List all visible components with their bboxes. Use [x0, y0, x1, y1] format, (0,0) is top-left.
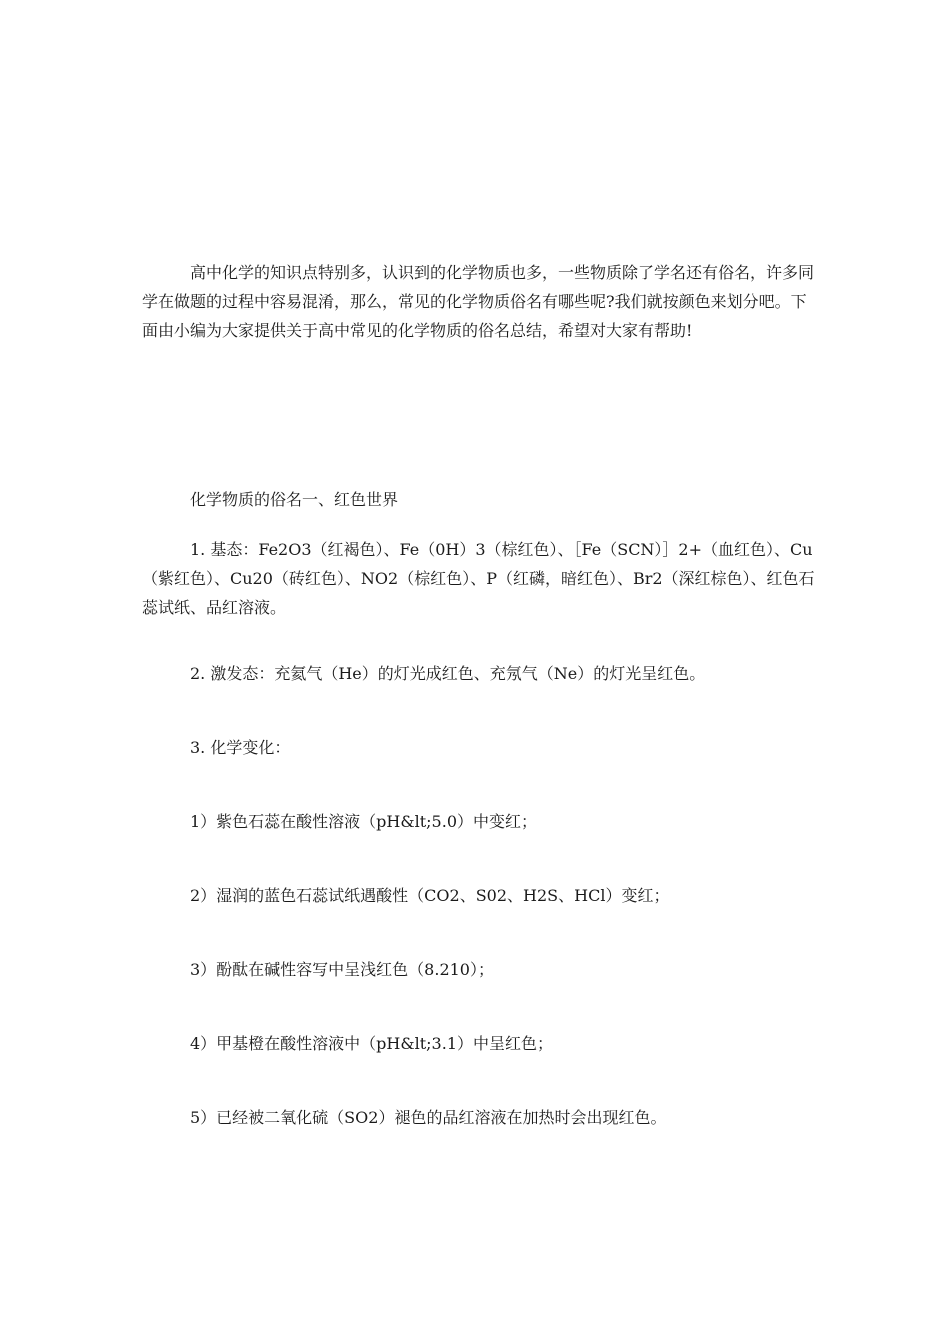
list-item: 3. 化学变化：	[190, 738, 291, 757]
intro-paragraph: 高中化学的知识点特别多，认识到的化学物质也多，一些物质除了学名还有俗名，许多同学在做题的过程中容易混淆，那么，常见的化学物质俗名有哪些呢?我们就按颜色来划分吧。下面由小编为大家提供关于高中常见的化学物质的俗名总结，希望对大家有帮助!	[142, 263, 815, 340]
section-heading: 化学物质的俗名一、红色世界	[190, 490, 399, 509]
sub-list-item: 4）甲基橙在酸性溶液中（pH&lt;3.1）中呈红色；	[190, 1034, 554, 1053]
sub-list-item: 5）已经被二氧化硫（SO2）褪色的品红溶液在加热时会出现红色。	[190, 1108, 667, 1127]
list-item: 2. 激发态：充氦气（He）的灯光成红色、充氖气（Ne）的灯光呈红色。	[190, 664, 706, 683]
sub-list-item: 1）紫色石蕊在酸性溶液（pH&lt;5.0）中变红；	[190, 812, 538, 831]
list-item: 1. 基态：Fe2O3（红褐色）、Fe（0H）3（棕红色）、［Fe（SCN）］2+（血红色）、Cu（紫红色）、Cu20（砖红色）、NO2（棕红色）、P（红磷，暗红色）、Br2（深红棕色）、红色石蕊试纸、品红溶液。	[142, 540, 815, 617]
sub-list-item: 2）湿润的蓝色石蕊试纸遇酸性（CO2、S02、H2S、HCl）变红；	[190, 886, 670, 905]
sub-list-item: 3）酚酞在碱性容写中呈浅红色（8.210）；	[190, 960, 494, 979]
